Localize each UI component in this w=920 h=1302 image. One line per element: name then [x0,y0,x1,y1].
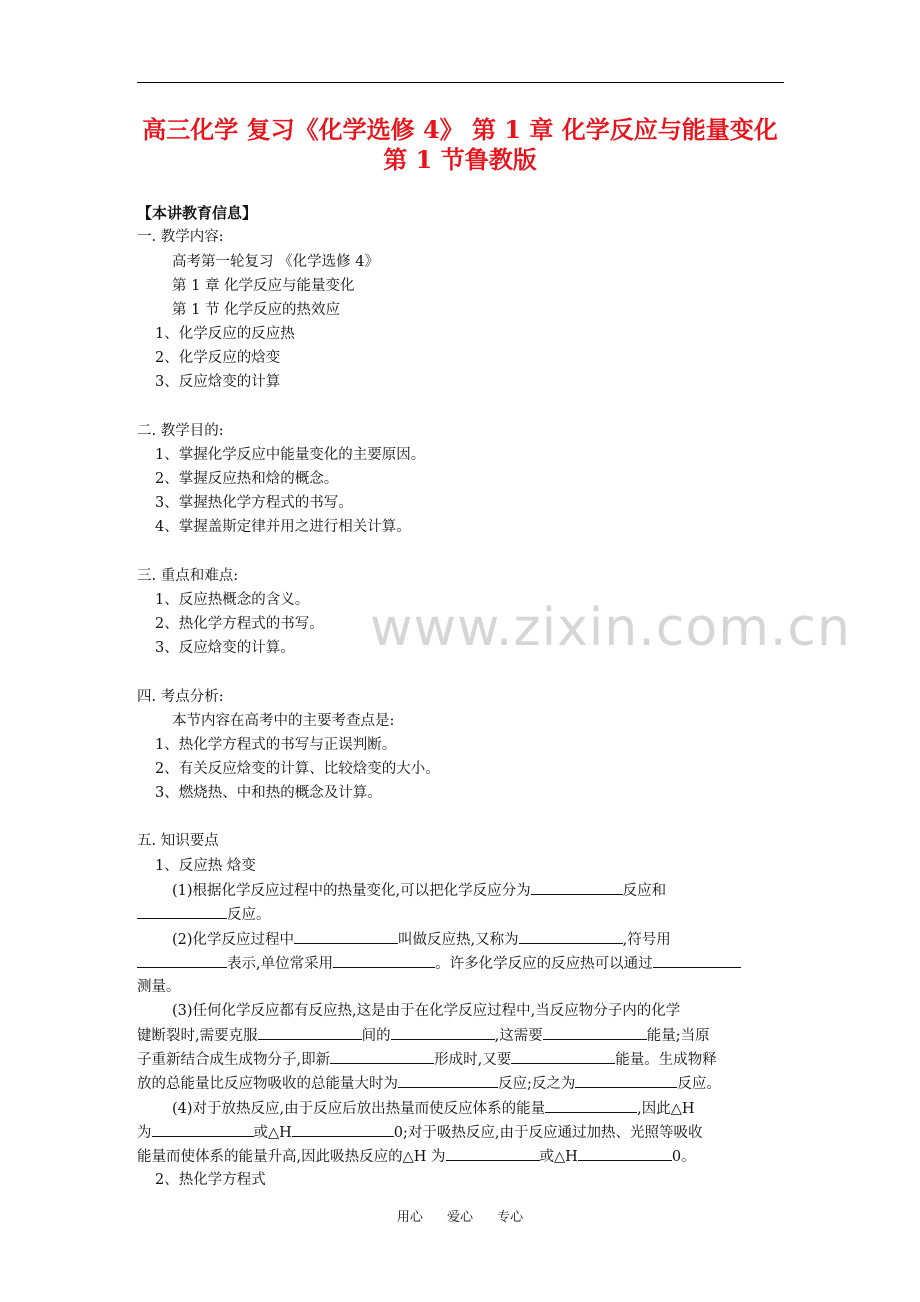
fill-blank[interactable] [152,1121,254,1137]
fill-blank[interactable] [511,1048,615,1064]
section4-item: 3、燃烧热、中和热的概念及计算。 [155,785,382,801]
section4-item: 1、热化学方程式的书写与正误判断。 [155,737,397,753]
document-title-line2: 第 1 节鲁教版 [383,145,537,174]
section4-item: 2、有关反应焓变的计算、比较焓变的大小。 [155,761,440,777]
section1-item: 2、化学反应的焓变 [155,350,281,366]
section1-line: 第 1 章 化学反应与能量变化 [172,278,355,294]
section5-sub1: 1、反应热 焓变 [155,858,256,874]
section5-sub2: 2、热化学方程式 [155,1172,266,1188]
watermark: www.zixin.com.cn [370,598,851,658]
paragraph-2-line: 表示,单位常采用 。许多化学反应的反应热可以通过 [137,952,741,975]
section2-item: 1、掌握化学反应中能量变化的主要原因。 [155,447,426,463]
fill-blank[interactable] [575,1072,677,1088]
footer-text: 专心 [497,1210,524,1225]
paragraph-2-line: 测量。 [137,979,181,995]
fill-blank[interactable] [578,1145,672,1161]
header-rule [137,82,784,83]
fill-blank[interactable] [446,1145,540,1161]
paragraph-1-line: 反应。 [137,903,271,926]
paragraph-3-line: 放的总能量比反应物吸收的总能量大时为 反应;反之为 反应。 [137,1072,721,1095]
section1-item: 3、反应焓变的计算 [155,374,281,390]
paragraph-4-line: 能量而使体系的能量升高,因此吸热反应的△H 为 或△H 0。 [137,1145,696,1168]
paragraph-4-line: 为 或△H 0;对于吸热反应,由于反应通过加热、光照等吸收 [137,1121,703,1144]
section3-heading: 三. 重点和难点: [137,568,239,584]
section4-heading: 四. 考点分析: [137,689,224,705]
paragraph-1-line: (1)根据化学反应过程中的热量变化,可以把化学反应分为 反应和 [172,879,666,902]
page-footer [0,1206,920,1225]
document-title-line1: 高三化学 复习《化学选修 4》 第 1 章 化学反应与能量变化 [142,115,778,144]
fill-blank[interactable] [292,1121,394,1137]
section3-item: 2、热化学方程式的书写。 [155,616,324,632]
fill-blank[interactable] [398,1072,498,1088]
section4-intro: 本节内容在高考中的主要考查点是: [172,713,395,729]
section1-heading: 一. 教学内容: [137,229,224,245]
section2-item: 2、掌握反应热和焓的概念。 [155,471,339,487]
info-header: 【本讲教育信息】 [137,204,258,222]
section1-line: 高考第一轮复习 《化学选修 4》 [172,254,379,270]
section5-heading: 五. 知识要点 [137,833,219,849]
fill-blank[interactable] [137,903,227,919]
fill-blank[interactable] [333,952,435,968]
fill-blank[interactable] [330,1048,434,1064]
fill-blank[interactable] [258,1024,362,1040]
section3-item: 1、反应热概念的含义。 [155,592,310,608]
section1-item: 1、化学反应的反应热 [155,326,295,342]
paragraph-3-line: (3)任何化学反应都有反应热,这是由于在化学反应过程中,当反应物分子内的化学 [172,1003,681,1019]
fill-blank[interactable] [653,952,741,968]
section2-heading: 二. 教学目的: [137,423,224,439]
fill-blank[interactable] [294,928,398,944]
footer-text: 爱心 [446,1210,473,1225]
section1-line: 第 1 节 化学反应的热效应 [172,302,341,318]
fill-blank[interactable] [543,1024,647,1040]
fill-blank[interactable] [137,952,227,968]
paragraph-3-line: 键断裂时,需要克服 间的 ,这需要 能量;当原 [137,1024,710,1047]
fill-blank[interactable] [391,1024,495,1040]
footer-text: 用心 [396,1210,423,1225]
section3-item: 3、反应焓变的计算。 [155,640,295,656]
fill-blank[interactable] [545,1097,637,1113]
paragraph-2-line: (2)化学反应过程中 叫做反应热,又称为 ,符号用 [172,928,671,951]
section2-item: 4、掌握盖斯定律并用之进行相关计算。 [155,519,411,535]
paragraph-3-line: 子重新结合成生成物分子,即新 形成时,又要 能量。生成物释 [137,1048,717,1071]
fill-blank[interactable] [531,879,623,895]
paragraph-4-line: (4)对于放热反应,由于反应后放出热量而使反应体系的能量 ,因此△H [172,1097,695,1120]
fill-blank[interactable] [519,928,623,944]
section2-item: 3、掌握热化学方程式的书写。 [155,495,353,511]
